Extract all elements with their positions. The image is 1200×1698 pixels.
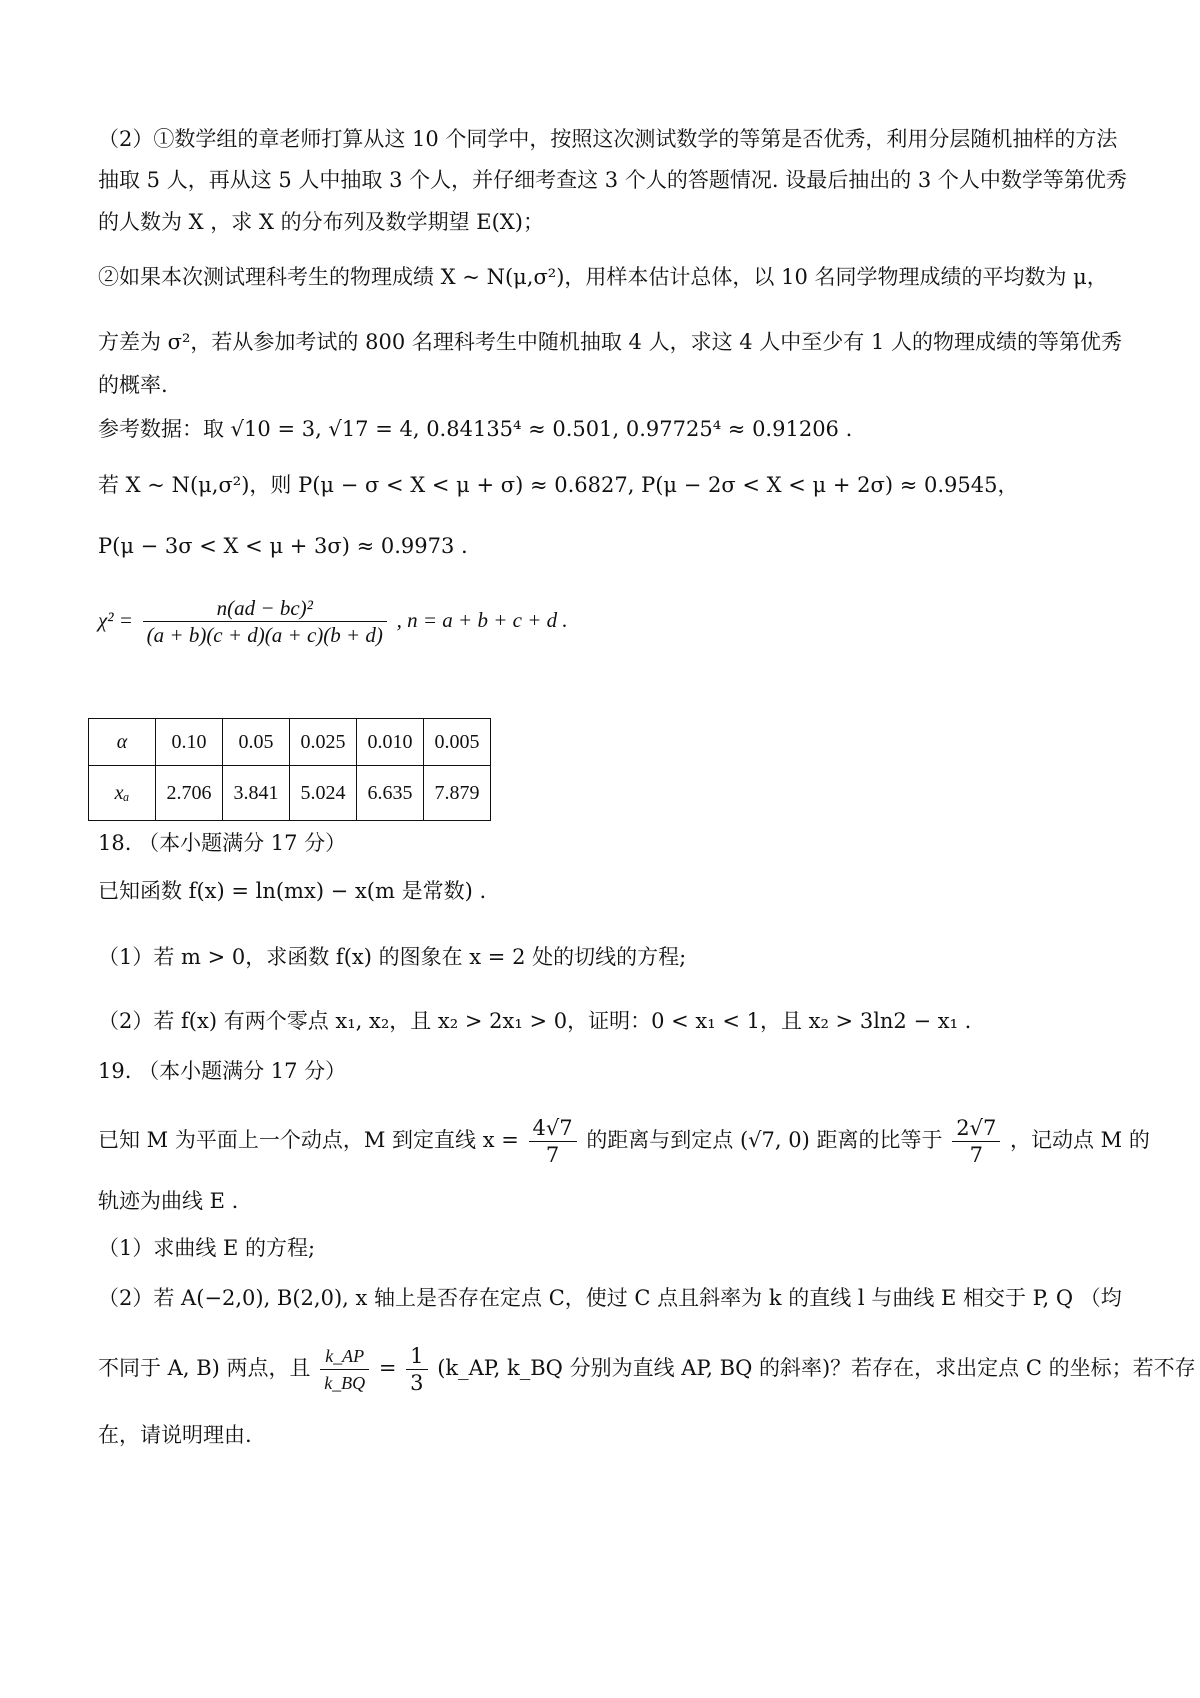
table-row [89,719,491,766]
part2b-line2: 方差为 σ²，若从参加考试的 800 名理科考生中随机抽取 4 人，求这 4 人中至少有 1 人的物理成绩的等第优秀 [98,330,1122,354]
chi-numerator: n(ad − bc)² [143,595,387,622]
q18-title: 18. （本小题满分 17 分） [98,831,347,855]
q19-fraction-2-den: 7 [969,1143,983,1167]
reference-data: 参考数据：取 √10 = 3, √17 = 4, 0.84135⁴ ≈ 0.501, 0.97725⁴ ≈ 0.91206 . [98,417,853,441]
q19-line2: 轨迹为曲线 E . [98,1189,239,1213]
q19-part2-b: (k_AP, k_BQ 分别为直线 AP, BQ 的斜率)？若存在，求出定点 C 的坐标；若不存 [437,1356,1196,1380]
chi-denominator: (a + b)(c + d)(a + c)(b + d) [146,623,383,647]
q19-equals: = [378,1356,397,1380]
table-cell: 5.024 [290,766,357,821]
q19-stem-c: ，记动点 M 的 [1010,1128,1150,1152]
q19-fraction-3-num: k_AP [320,1343,369,1370]
part2-line3: 的人数为 X ，求 X 的分布列及数学期望 E(X)； [98,210,544,234]
chi-fraction [143,595,387,648]
table-cell: 0.005 [424,719,491,766]
table-cell: 0.010 [357,719,424,766]
table-cell: 0.10 [156,719,223,766]
q18-part2: （2）若 f(x) 有两个零点 x₁, x₂，且 x₂ > 2x₁ > 0，证明：0 < x₁ < 1，且 x₂ > 3ln2 − x₁ . [98,1009,972,1033]
q19-part2-line1: （2）若 A(−2,0), B(2,0), x 轴上是否存在定点 C，使过 C 点且斜率为 k 的直线 l 与曲线 E 相交于 P, Q （均 [98,1286,1122,1310]
table-cell: 2.706 [156,766,223,821]
q19-stem [98,1110,1150,1170]
table-cell: α [89,719,156,766]
q19-fraction-4 [406,1343,427,1396]
table-row [89,766,491,821]
q19-fraction-1-num: 4√7 [529,1115,577,1142]
normal-dist-3sigma: P(μ − 3σ < X < μ + 3σ) ≈ 0.9973 . [98,534,468,558]
q19-part2-line3: 在，请说明理由. [98,1423,252,1447]
part2-line2: 抽取 5 人，再从这 5 人中抽取 3 个人，并仔细考查这 3 个人的答题情况. 设最后抽出的 3 个人中数学等第优秀 [98,168,1127,192]
part2-intro: （2）①数学组的章老师打算从这 10 个同学中，按照这次测试数学的等第是否优秀，利用分层随机抽样的方法 [98,127,1118,151]
q19-part1: （1）求曲线 E 的方程; [98,1236,316,1260]
table-cell: 7.879 [424,766,491,821]
q19-fraction-1 [529,1115,577,1168]
q19-fraction-1-den: 7 [545,1143,560,1167]
part2b-line1: ②如果本次测试理科考生的物理成绩 X ~ N(μ,σ²)，用样本估计总体，以 10 名同学物理成绩的平均数为 μ， [98,265,1108,289]
table-cell: xₐ [89,766,156,821]
table-cell: 0.025 [290,719,357,766]
q19-fraction-3 [320,1343,369,1396]
chi-square-formula [98,590,1120,650]
q18-part1: （1）若 m > 0，求函数 f(x) 的图象在 x = 2 处的切线的方程; [98,945,687,969]
chi-lhs: χ² = [98,608,133,632]
q19-fraction-2 [952,1115,1000,1168]
table-cell: 3.841 [223,766,290,821]
q19-stem-b: 的距离与到定点 (√7, 0) 距离的比等于 [586,1128,943,1152]
q19-title: 19. （本小题满分 17 分） [98,1059,347,1083]
q19-part2-line2 [98,1338,1196,1398]
q19-stem-a: 已知 M 为平面上一个动点，M 到定直线 x = [98,1128,519,1152]
table-cell: 6.635 [357,766,424,821]
q19-part2-a: 不同于 A, B) 两点，且 [98,1356,311,1380]
table-cell: 0.05 [223,719,290,766]
part2b-line3: 的概率. [98,373,168,397]
critical-value-table [88,718,491,821]
q19-fraction-3-den: k_BQ [324,1373,366,1393]
q18-stem: 已知函数 f(x) = ln(mx) − x(m 是常数) . [98,879,487,903]
q19-fraction-4-den: 3 [410,1371,424,1395]
normal-dist-probabilities: 若 X ~ N(μ,σ²)，则 P(μ − σ < X < μ + σ) ≈ 0.6827, P(μ − 2σ < X < μ + 2σ) ≈ 0.9545， [98,473,1019,497]
q19-fraction-4-num: 1 [406,1343,427,1370]
q19-fraction-2-num: 2√7 [952,1115,1000,1142]
chi-rhs: , n = a + b + c + d . [396,608,568,632]
